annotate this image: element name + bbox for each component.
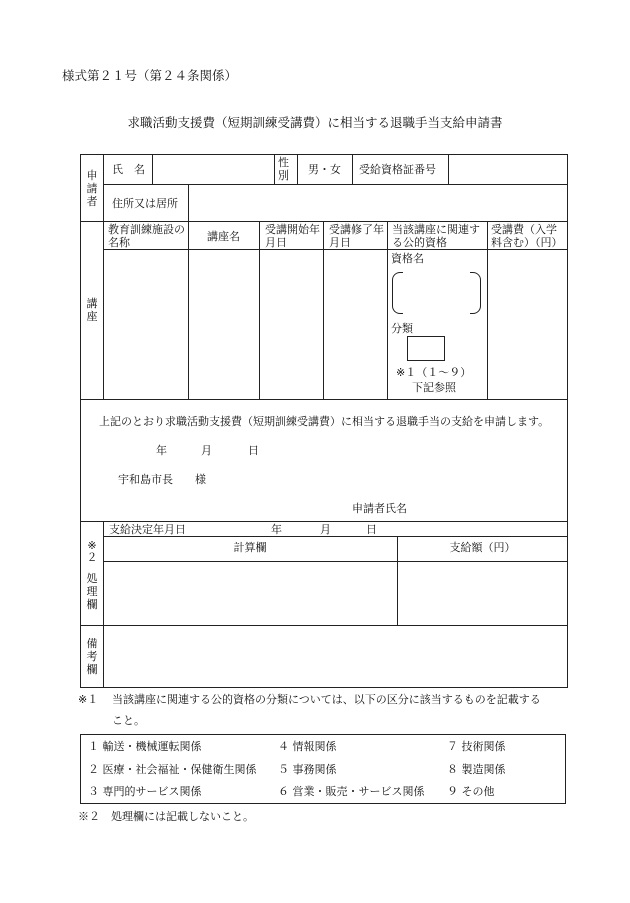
qualification-header: 当該講座に関連する公的資格 xyxy=(392,223,480,249)
facility-header: 教育訓練施設の名称 xyxy=(108,223,185,249)
category-item: ９ その他 xyxy=(447,785,495,798)
category-item: ２ 医療・社会福祉・保健衛生関係 xyxy=(88,763,257,776)
category-item: ３ 専門的サービス関係 xyxy=(88,785,202,798)
sex-label: 性別 xyxy=(278,156,289,182)
cert-number-field[interactable] xyxy=(449,155,567,183)
note2: ※２ 処理欄には記載しないこと。 xyxy=(78,810,254,823)
date-year: 年 xyxy=(156,444,167,457)
fee-header: 受講費（入学料含む）（円） xyxy=(491,223,563,249)
course-name-header: 講座名 xyxy=(207,230,240,243)
decision-date-label: 支給決定年月日 xyxy=(109,523,186,536)
sex-value[interactable]: 男・女 xyxy=(308,163,341,176)
remarks-section-label: 備考欄 xyxy=(86,637,98,676)
category-item: ８ 製造関係 xyxy=(447,763,506,776)
end-date-header: 受講修了年月日 xyxy=(329,223,384,249)
calc-label: 計算欄 xyxy=(233,541,267,554)
decision-year: 年 xyxy=(271,523,282,536)
start-date-header: 受講開始年月日 xyxy=(265,223,320,249)
date-month: 月 xyxy=(201,444,212,457)
decision-day: 日 xyxy=(366,523,377,536)
qualification-name-label: 資格名 xyxy=(391,252,424,265)
category-item: １ 輸送・機械運転関係 xyxy=(88,740,202,753)
category-item: ６ 営業・販売・サービス関係 xyxy=(278,785,425,798)
category-label: 分類 xyxy=(391,322,413,335)
date-day: 日 xyxy=(248,444,259,457)
form-code: 様式第２１号（第２４条関係） xyxy=(62,68,238,83)
processing-section-label: 処理欄 xyxy=(86,572,98,611)
category-item: ７ 技術関係 xyxy=(447,740,506,753)
address-field[interactable] xyxy=(189,185,567,220)
course-section-label: 講座 xyxy=(86,297,98,323)
category-note-ref: 下記参照 xyxy=(412,381,456,394)
category-note: ※１（１～９） xyxy=(396,366,472,379)
right-bracket xyxy=(470,272,481,314)
amount-label: 支給額（円） xyxy=(449,541,516,554)
document-title: 求職活動支援費（短期訓練受講費）に相当する退職手当支給申請書 xyxy=(127,115,503,130)
declaration-statement: 上記のとおり求職活動支援費（短期訓練受講費）に相当する退職手当の支給を申請します。 xyxy=(99,415,550,428)
qualification-name-field[interactable] xyxy=(404,272,468,312)
note1-line1: 当該講座に関連する公的資格の分類については、以下の区分に該当するものを記載する xyxy=(112,693,541,706)
addressee: 宇和島市長 様 xyxy=(118,473,206,486)
left-bracket xyxy=(392,272,403,314)
applicant-section-label: 申請者 xyxy=(86,169,98,208)
name-label: 氏 名 xyxy=(112,163,145,176)
name-field[interactable] xyxy=(153,155,273,183)
note1-line2: こと。 xyxy=(112,714,145,727)
note1-mark: ※１ xyxy=(78,693,99,706)
address-label: 住所又は居所 xyxy=(112,197,178,210)
category-box[interactable] xyxy=(407,336,445,361)
category-item: ４ 情報関係 xyxy=(278,740,337,753)
decision-month: 月 xyxy=(320,523,331,536)
applicant-name-label: 申請者氏名 xyxy=(352,502,407,515)
category-item: ５ 事務関係 xyxy=(278,763,337,776)
cert-number-label: 受給資格証番号 xyxy=(359,163,436,176)
processing-mark: ※２ xyxy=(86,539,98,564)
